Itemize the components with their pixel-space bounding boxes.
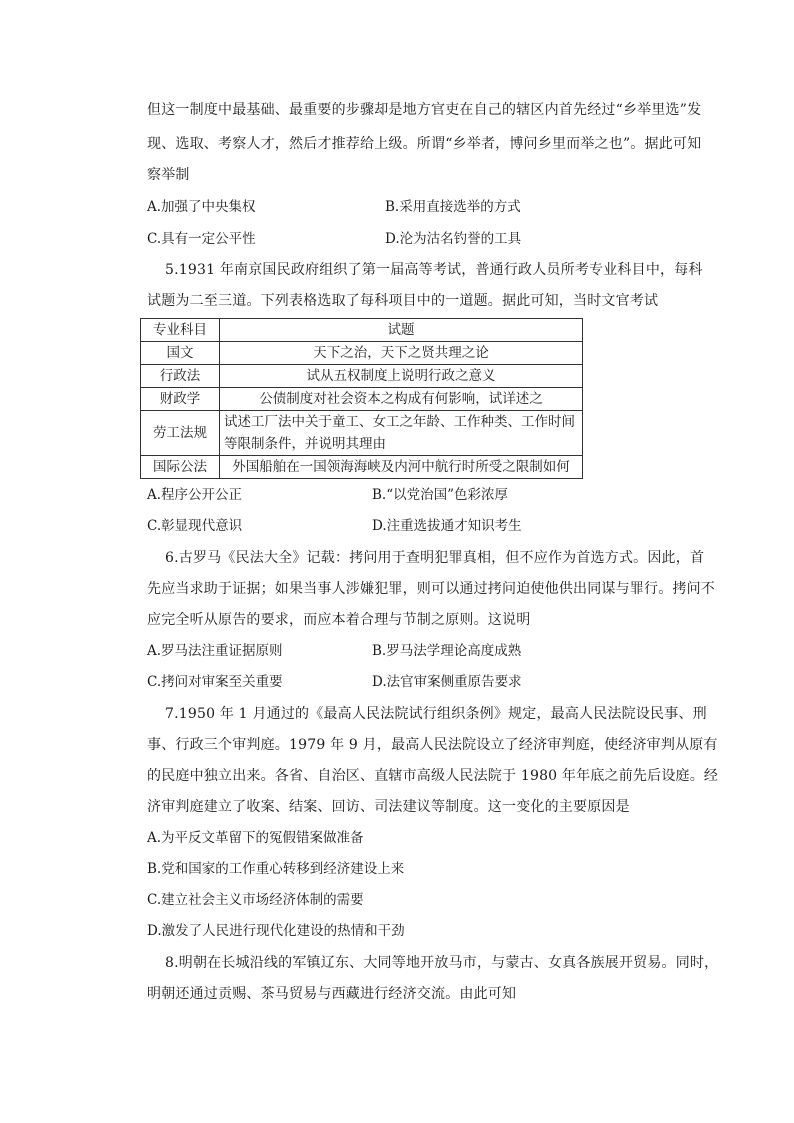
q4-text-line-3: 察举制 <box>147 167 190 183</box>
table-cell-question: 天下之治，天下之贤共理之论 <box>220 342 583 365</box>
q7-text-line-3: 的民庭中独立出来。各省、自治区、直辖市高级人民法院于 1980 年年底之前先后设庭。经 <box>147 768 719 784</box>
q7-option-a: A.为平反文革留下的冤假错案做准备 <box>147 830 364 846</box>
table-row <box>141 411 583 456</box>
q6-option-c: C.拷问对审案至关重要 <box>147 674 283 690</box>
table-cell-question: 外国船舶在一国领海海峡及内河中航行时所受之限制如何 <box>220 456 583 479</box>
q6-text-line-3: 应完全听从原告的要求，而应本着合理与节制之原则。这说明 <box>147 612 531 628</box>
q6-text-line-2: 先应当求助于证据；如果当事人涉嫌犯罪，则可以通过拷问迫使他供出同谋与罪行。拷问不 <box>147 581 715 597</box>
table-header-row <box>141 319 583 342</box>
q7-option-d: D.激发了人民进行现代化建设的热情和干劲 <box>147 923 405 939</box>
q5-option-a: A.程序公开公正 <box>147 487 243 503</box>
table-cell-subject: 国际公法 <box>141 456 220 479</box>
table-cell-question: 公债制度对社会资本之构成有何影响，试详述之 <box>220 388 583 411</box>
table-cell-question-text: 试述工厂法中关于童工、女工之年龄、工作种类、工作时间等限制条件，并说明其理由 <box>224 414 575 452</box>
q5-option-d: D.注重选拔通才知识考生 <box>372 518 522 534</box>
q4-option-a: A.加强了中央集权 <box>147 199 256 215</box>
q7-option-c: C.建立社会主义市场经济体制的需要 <box>147 892 364 908</box>
q7-option-b: B.党和国家的工作重心转移到经济建设上来 <box>147 861 405 877</box>
q5-option-c: C.彰显现代意识 <box>147 518 243 534</box>
q7-text-line-2: 事、行政三个审判庭。1979 年 9 月，最高人民法院设立了经济审判庭，使经济审判从原有 <box>147 737 718 753</box>
q4-text-line-1: 但这一制度中最基础、最重要的步骤却是地方官吏在自己的辖区内首先经过“乡举里选”发 <box>147 102 702 118</box>
q5-text-line-1: 5.1931 年南京国民政府组织了第一届高等考试，普通行政人员所考专业科目中，每科 <box>165 262 703 278</box>
q7-text-line-4: 济审判庭建立了收案、结案、回访、司法建议等制度。这一变化的主要原因是 <box>147 799 630 815</box>
table-cell-subject: 财政学 <box>141 388 220 411</box>
q5-option-b: B.“以党治国”色彩浓厚 <box>372 487 509 503</box>
q4-option-d: D.沦为沽名钓誉的工具 <box>385 231 522 247</box>
table-header-question: 试题 <box>220 319 583 342</box>
q7-text-line-1: 7.1950 年 1 月通过的《最高人民法院试行组织条例》规定，最高人民法院设民事、刑 <box>165 706 707 722</box>
q6-option-d: D.法官审案侧重原告要求 <box>372 674 522 690</box>
q4-option-b: B.采用直接选举的方式 <box>385 199 521 215</box>
q4-text-line-2: 现、选取、考察人才，然后才推荐给上级。所谓“乡举者，博问乡里而举之也”。据此可知 <box>147 136 702 152</box>
q5-text-line-2: 试题为二至三道。下列表格选取了每科项目中的一道题。据此可知，当时文官考试 <box>147 293 659 309</box>
q8-text-line-1: 8.明朝在长城沿线的军镇辽东、大同等地开放马市，与蒙古、女真各族展开贸易。同时， <box>165 955 719 971</box>
table-row <box>141 456 583 479</box>
table-row <box>141 342 583 365</box>
table-header-subject: 专业科目 <box>141 319 220 342</box>
table-cell-question <box>220 411 583 456</box>
table-cell-subject: 劳工法规 <box>141 411 220 456</box>
exam-subject-table <box>140 318 583 479</box>
table-row <box>141 388 583 411</box>
q4-option-c: C.具有一定公平性 <box>147 231 256 247</box>
q6-option-b: B.罗马法学理论高度成熟 <box>372 643 522 659</box>
q6-text-line-1: 6.古罗马《民法大全》记载：拷问用于查明犯罪真相，但不应作为首选方式。因此，首 <box>165 550 705 566</box>
table-cell-subject: 行政法 <box>141 365 220 388</box>
table-cell-subject: 国文 <box>141 342 220 365</box>
table-cell-question: 试从五权制度上说明行政之意义 <box>220 365 583 388</box>
q6-option-a: A.罗马法注重证据原则 <box>147 643 283 659</box>
table-row <box>141 365 583 388</box>
q8-text-line-2: 明朝还通过贡赐、茶马贸易与西藏进行经济交流。由此可知 <box>147 986 517 1002</box>
